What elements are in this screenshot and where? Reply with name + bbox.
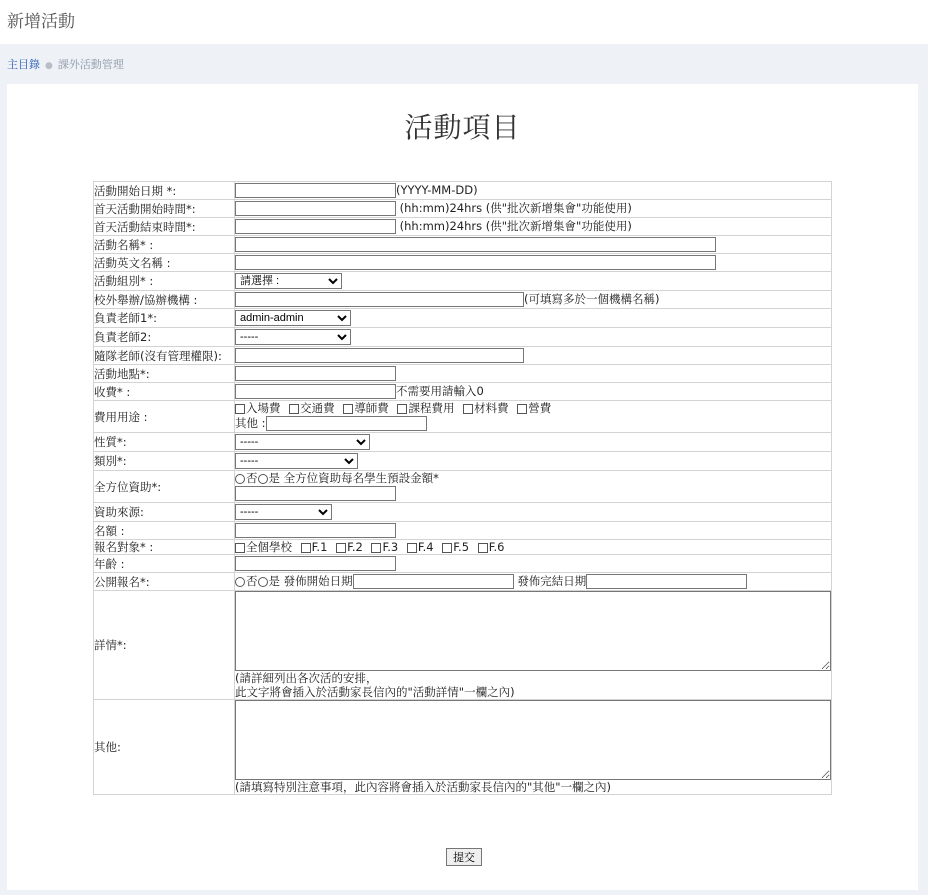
target-option-6: F.5 — [453, 540, 470, 554]
name-input[interactable] — [235, 237, 716, 252]
subsidy-no-radio[interactable] — [235, 474, 245, 484]
row-organizer — [94, 291, 832, 309]
target-checkbox-5[interactable] — [407, 543, 417, 553]
publish-start-label: 發佈開始日期 — [283, 574, 353, 588]
quota-input[interactable] — [235, 523, 396, 538]
subsidy-source-select[interactable] — [235, 504, 332, 520]
target-checkbox-6[interactable] — [442, 543, 452, 553]
top-bar — [0, 0, 928, 44]
row-location — [94, 365, 832, 383]
nature-label: 性質*: — [94, 433, 235, 452]
row-fee-usage — [94, 401, 832, 433]
row-age — [94, 555, 832, 573]
location-label: 活動地點*: — [94, 365, 235, 383]
row-public-signup — [94, 573, 832, 591]
first-day-start-input[interactable] — [235, 201, 396, 216]
publish-end-input[interactable] — [586, 574, 747, 589]
fee-usage-checkbox-3[interactable] — [343, 404, 353, 414]
start-date-input[interactable] — [235, 183, 396, 198]
subsidy-source-label: 資助來源: — [94, 503, 235, 522]
breadcrumb — [7, 56, 124, 72]
teacher2-select[interactable] — [235, 329, 351, 345]
target-checkbox-7[interactable] — [478, 543, 488, 553]
target-option-2: F.1 — [311, 540, 328, 554]
escort-input[interactable] — [235, 348, 524, 363]
subsidy-yes-label: 是 — [268, 471, 280, 485]
breadcrumb-home-link[interactable]: 主目錄 — [7, 58, 40, 71]
target-checkbox-3[interactable] — [336, 543, 346, 553]
fee-usage-other-label: 其他 : — [235, 416, 266, 430]
fee-usage-option-6: 營費 — [528, 401, 552, 415]
row-name — [94, 236, 832, 254]
row-subsidy — [94, 471, 832, 503]
first-day-end-label: 首天活動結束時間*: — [94, 218, 235, 236]
row-first-day-start — [94, 200, 832, 218]
quota-label: 名額 : — [94, 522, 235, 540]
public-signup-yes-label: 是 — [268, 574, 280, 588]
row-subsidy-source — [94, 503, 832, 522]
category-select[interactable] — [235, 453, 358, 469]
organizer-hint: (可填寫多於一個機構名稱) — [524, 292, 660, 306]
target-checkbox-2[interactable] — [301, 543, 311, 553]
form-card — [7, 84, 918, 890]
age-input[interactable] — [235, 556, 396, 571]
first-day-end-input[interactable] — [235, 219, 396, 234]
subsidy-no-label: 否 — [246, 471, 258, 485]
target-option-3: F.2 — [347, 540, 363, 554]
form-heading: 活動項目 — [404, 111, 521, 144]
fee-usage-option-2: 交通費 — [300, 401, 335, 415]
group-label: 活動組別* : — [94, 272, 235, 291]
public-signup-label: 公開報名*: — [94, 573, 235, 591]
row-start-date — [94, 182, 832, 200]
fee-usage-option-1: 入場費 — [246, 401, 281, 415]
age-label: 年齡 : — [94, 555, 235, 573]
first-day-start-hint: (hh:mm)24hrs (供"批次新增集會"功能使用) — [399, 201, 632, 215]
start-date-label: 活動開始日期 *: — [94, 182, 235, 200]
fee-usage-checkbox-5[interactable] — [463, 404, 473, 414]
target-option-4: F.3 — [382, 540, 399, 554]
public-signup-yes-radio[interactable] — [258, 577, 268, 587]
publish-end-label: 發佈完結日期 — [517, 574, 587, 588]
fee-usage-option-5: 材料費 — [474, 401, 509, 415]
escort-label: 隨隊老師(沒有管理權限): — [94, 347, 235, 365]
fee-usage-option-3: 導師費 — [354, 401, 389, 415]
name-en-label: 活動英文名稱 : — [94, 254, 235, 272]
group-select[interactable] — [235, 273, 342, 289]
target-option-7: F.6 — [488, 540, 505, 554]
row-nature — [94, 433, 832, 452]
fee-usage-checkbox-1[interactable] — [235, 404, 245, 414]
subsidy-amount-input[interactable] — [235, 486, 396, 501]
other-label: 其他: — [94, 700, 235, 795]
fee-usage-checkbox-6[interactable] — [517, 404, 527, 414]
row-escort — [94, 347, 832, 365]
row-teacher2 — [94, 328, 832, 347]
fee-usage-label: 費用用途 : — [94, 401, 235, 433]
name-en-input[interactable] — [235, 255, 716, 270]
teacher1-select[interactable] — [235, 310, 351, 326]
nature-select[interactable] — [235, 434, 370, 450]
subsidy-label: 全方位資助*: — [94, 471, 235, 503]
row-first-day-end — [94, 218, 832, 236]
other-note: (請填寫特別注意事項，此內容將會插入於活動家長信內的"其他"一欄之內) — [235, 780, 612, 794]
fee-usage-checkbox-4[interactable] — [397, 404, 407, 414]
subsidy-yes-radio[interactable] — [258, 474, 268, 484]
target-option-5: F.4 — [417, 540, 434, 554]
public-signup-no-radio[interactable] — [235, 577, 245, 587]
row-fee — [94, 383, 832, 401]
name-label: 活動名稱* : — [94, 236, 235, 254]
submit-button[interactable]: 提交 — [446, 848, 482, 866]
row-name-en — [94, 254, 832, 272]
details-label: 詳情*: — [94, 591, 235, 700]
teacher2-label: 負責老師2: — [94, 328, 235, 347]
row-quota — [94, 522, 832, 540]
row-target — [94, 540, 832, 555]
fee-hint: 不需要用請輸入0 — [396, 384, 484, 398]
teacher1-label: 負責老師1*: — [94, 309, 235, 328]
fee-usage-other-input[interactable] — [266, 416, 427, 431]
organizer-input[interactable] — [235, 292, 524, 307]
other-textarea[interactable] — [235, 700, 831, 780]
target-option-1: 全個學校 — [246, 540, 292, 554]
row-category — [94, 452, 832, 471]
target-checkbox-4[interactable] — [371, 543, 381, 553]
page-title: 新增活動 — [7, 12, 75, 32]
category-label: 類別*: — [94, 452, 235, 471]
public-signup-no-label: 否 — [246, 574, 258, 588]
location-input[interactable] — [235, 366, 396, 381]
details-note-2: 此文字將會插入於活動家長信內的"活動詳情"一欄之內) — [235, 685, 515, 699]
target-label: 報名對象* : — [94, 540, 235, 555]
row-other — [94, 700, 832, 795]
fee-usage-checkbox-2[interactable] — [289, 404, 299, 414]
publish-start-input[interactable] — [353, 574, 514, 589]
organizer-label: 校外舉辦/協辦機構 : — [94, 291, 235, 309]
target-checkbox-1[interactable] — [235, 543, 245, 553]
row-details — [94, 591, 832, 700]
fee-usage-option-4: 課程費用 — [408, 401, 455, 415]
fee-input[interactable] — [235, 384, 396, 399]
first-day-end-hint: (hh:mm)24hrs (供"批次新增集會"功能使用) — [399, 219, 632, 233]
details-note-1: (請詳細列出各次活的安排， — [235, 671, 378, 685]
row-teacher1 — [94, 309, 832, 328]
start-date-hint: (YYYY-MM-DD) — [396, 183, 478, 197]
breadcrumb-current: 課外活動管理 — [57, 58, 124, 71]
details-textarea[interactable] — [235, 591, 831, 671]
row-group — [94, 272, 832, 291]
fee-label: 收費* : — [94, 383, 235, 401]
breadcrumb-separator-icon: ● — [45, 61, 53, 71]
subsidy-note: 全方位資助每名學生預設金額* — [283, 471, 439, 485]
activity-form-table — [93, 181, 832, 795]
first-day-start-label: 首天活動開始時間*: — [94, 200, 235, 218]
